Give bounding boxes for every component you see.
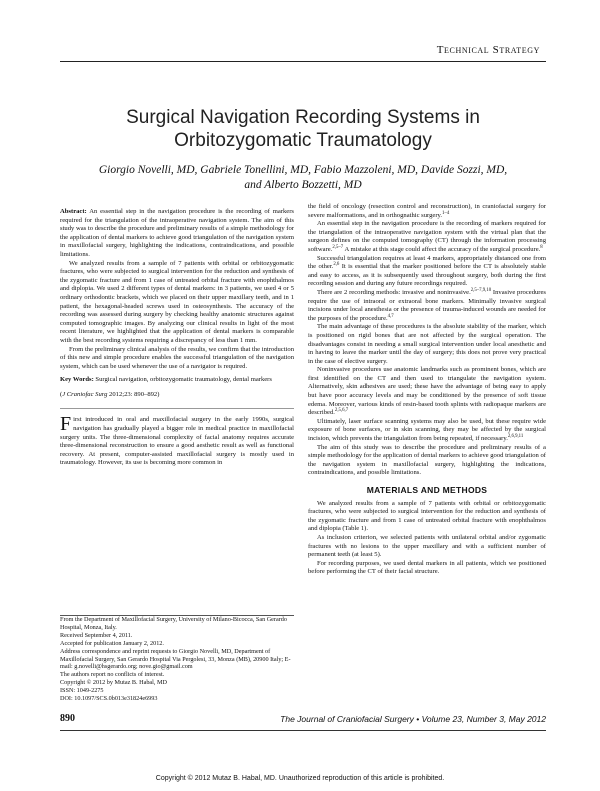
body-text: Noninvasive procedures use anatomic landmarks such as prominent bones, which are first identified on the CT and then used to triangulate the navigation system. Alternatively, skin adhesives are used; these have the advantage of being easy to apply but have poor accuracy levels and may be conditioned by the presence of soft tissue edema. Moreover, various kinds of resin-based tooth splints with radiopaque markers are described. [308, 366, 546, 417]
section-label: Technical Strategy [436, 44, 540, 56]
abstract-text-1: An essential step in the navigation procedure is the recording of markers required for the triangulation of the intraoperative navigation system. The aim of this study was to describe the procedure and preliminary results of a simple methodology for the application of dental markers to achieve good triangulation of the navigation system in maxillofacial surgery, highlighting the indications, contraindications, and possible limitations. [60, 208, 294, 258]
citation-ref: 2,5–7 [332, 244, 344, 250]
body-paragraph-1 [308, 203, 546, 220]
page-number: 890 [60, 713, 75, 724]
citation-ref: 2,5–7,9,10 [470, 287, 492, 293]
footnote-issn: ISSN: 1049-2275 [60, 687, 104, 695]
section-heading-methods: MATERIALS AND METHODS [366, 485, 488, 495]
methods-paragraph-1: We analyzed results from a sample of 7 patients with orbital or orbitozygomatic fractures, who were subjected to surgical intervention for the reduction and synthesis of the zygomatic fracture and from 1 case of untreated orbital fracture with enophthalmos and diplopia (Table 1). [308, 499, 546, 533]
footnote-copyright: Copyright © 2012 by Mutaz B. Habal, MD [60, 679, 167, 687]
citation-ref: 2,6,9,11 [507, 433, 524, 439]
citation-ref: 4,7 [387, 313, 394, 319]
keywords [60, 376, 294, 385]
body-text: Invasive procedures require the use of intraoral or extraoral bone markers. Minimally invasive surgical incisions under local anesthesia or the presence of trauma-induced wounds are needed for the purposes of the procedure. [308, 288, 546, 322]
abstract-paragraph-3: From the preliminary clinical analysis of the results, we confirm that the introduction of this new and simple procedure enables the successful triangulation of the navigation system, which can be used whenever the use of a navigator is required. [60, 345, 294, 370]
methods-paragraph-2: As inclusion criterion, we selected patients with unilateral orbital and/or zygomatic fractures with no lesions to the upper maxillary and with a sufficient number of permanent teeth (at least 5). [308, 533, 546, 559]
footnote-accepted: Accepted for publication January 2, 2012. [60, 639, 164, 647]
header-rule [60, 61, 546, 62]
intro-text: irst introduced in oral and maxillofacial surgery in the early 1990s, surgical navigation has gradually played a bigger role in medical practice in maxillofacial surgery units. The three-dimensional complexity of facial anatomy requires accurate three-dimensional reconstruction to ensure a good aesthetic result as well as functional recovery. At present, computer-assisted maxillofacial surgery is mostly used in traumatology. However, its use is becoming more common in [60, 416, 294, 467]
footnote-received: Received September 4, 2011. [60, 631, 133, 639]
keywords-text: Surgical navigation, orbitozygomatic traumatology, dental markers [95, 376, 272, 384]
citation-journal: J Craniofac Surg [62, 390, 108, 398]
body-paragraph-8: The aim of this study was to describe the procedure and preliminary results of a simple methodology for the application of dental markers to achieve good triangulation of the navigation system in maxillofacial surgery, highlighting the indications, contraindications, and possible limitations. [308, 443, 546, 477]
footnote-affiliation: From the Department of Maxillofacial Surgery, University of Milano-Bicocca, San Gerardo Hospital, Monza, Italy. [60, 616, 287, 631]
body-text: the field of oncology (resection control and reconstruction), in craniofacial surgery for severe malformations, and in orthognathic surgery. [308, 203, 546, 219]
citation: (J Craniofac Surg 2012;23: 890–892) [60, 390, 160, 398]
footer-rule [60, 730, 546, 731]
right-column [308, 203, 546, 577]
drop-cap: F [60, 413, 72, 436]
footnote-conflicts: The authors report no conflicts of interest. [60, 671, 165, 679]
body-text: Successful triangulation requires at least 4 markers, appropriately distanced one from the other. [308, 254, 546, 271]
body-paragraph-2 [308, 220, 546, 254]
keywords-label: Key Words: [60, 376, 94, 384]
article-title: Surgical Navigation Recording Systems in Orbitozygomatic Traumatology [126, 107, 480, 151]
body-paragraph-6 [308, 366, 546, 418]
left-column [60, 208, 294, 468]
citation-details: 2012;23: 890–892) [109, 390, 160, 398]
footnotes [60, 615, 294, 703]
body-text: Ultimately, laser surface scanning systems may also be used, but these require wide exposure of bone surfaces, or in skin scanning, they may be affected by the surgical incision, which prevents the triangulation from being repeated, if necessary. [308, 417, 546, 443]
abstract-paragraph-1 [60, 208, 294, 260]
abstract-paragraph-2: We analyzed results from a sample of 7 patients with orbital or orbitozygomatic fractures, who were subjected to surgical intervention for the reduction and synthesis of the zygomatic fracture and from 1 case of untreated orbital fracture with enophthalmos and diplopia. We used 2 different types of dental markers: in 3 patients, we used 4 or 5 ordinary orthodontic brackets, which we placed on their upper maxillary teeth, and in 1 patient, the hexagonal-headed screws used in osteosynthesis. The accuracy of the recording was assessed during surgery by checking healthy anatomic structures against computed tomographic images. By analyzing our clinical results in light of the most recent literature, we highlighted that the application of dental markers is comparable with the best recording systems requiring a discrepancy of less than 1 mm. [60, 259, 294, 344]
body-paragraph-7 [308, 418, 546, 444]
body-text: There are 2 recording methods: invasive and noninvasive. [317, 288, 471, 296]
footnote-address: Address correspondence and reprint requests to Giorgio Novelli, MD, Department of Maxillofacial Surgery, San Gerardo Hospital Via Pergolesi, 33, Monza (MB), 20900 Italy; E-mail: g.novelli@hsgerardo.org; nove.gio@gmail.com [60, 647, 291, 671]
authors-line-2: and Alberto Bozzetti, MD [244, 179, 362, 191]
footnote-doi: DOI: 10.1097/SCS.0b013e31824e6993 [60, 695, 158, 703]
citation-ref: 8 [540, 244, 543, 250]
author-list [60, 163, 546, 193]
authors-line-1: Giorgio Novelli, MD, Gabriele Tonellini, MD, Fabio Mazzoleni, MD, Davide Sozzi, MD, [98, 164, 508, 176]
abstract-divider [60, 408, 294, 409]
journal-running-footer: The Journal of Craniofacial Surgery • Volume 23, Number 3, May 2012 [280, 714, 546, 724]
copyright-notice: Copyright © 2012 Mutaz B. Habal, MD. Unauthorized reproduction of this article is prohibited. [155, 775, 445, 782]
body-text: A mistake at this stage could affect the accuracy of the surgical procedure. [344, 245, 541, 253]
body-paragraph-4 [308, 289, 546, 323]
body-text: It is essential that the marker positioned before the CT is absolutely stable and easy to access, as it is subsequently used throughout surgery, both during the first recording session and during any future recordings required. [308, 263, 546, 288]
methods-paragraph-3: For recording purposes, we used dental markers in all patients, which we positioned before performing the CT of their facial structure. [308, 559, 546, 576]
citation-ref: 1–4 [442, 210, 450, 216]
body-paragraph-5: The main advantage of these procedures is the absolute stability of the marker, which is positioned on rigid bones that are not affected by the surgical operation. The disadvantages consist in needing a small surgical intervention under local anesthetic and in having to leave the marker until the day of surgery; this does not prove very practical in the case of elective surgery. [308, 323, 546, 365]
intro-paragraph [60, 413, 294, 468]
citation-ref: 2,5,6,7 [334, 408, 349, 414]
abstract-label: Abstract: [60, 208, 87, 215]
body-paragraph-3 [308, 255, 546, 289]
citation-ref: 2,6 [333, 261, 340, 267]
body-text: An essential step in the navigation procedure is the recording of markers required for the triangulation of the intraoperative navigation system with the virtual plan that the surgeon defines on the computed tomography (CT) through the information processing software. [308, 220, 546, 253]
